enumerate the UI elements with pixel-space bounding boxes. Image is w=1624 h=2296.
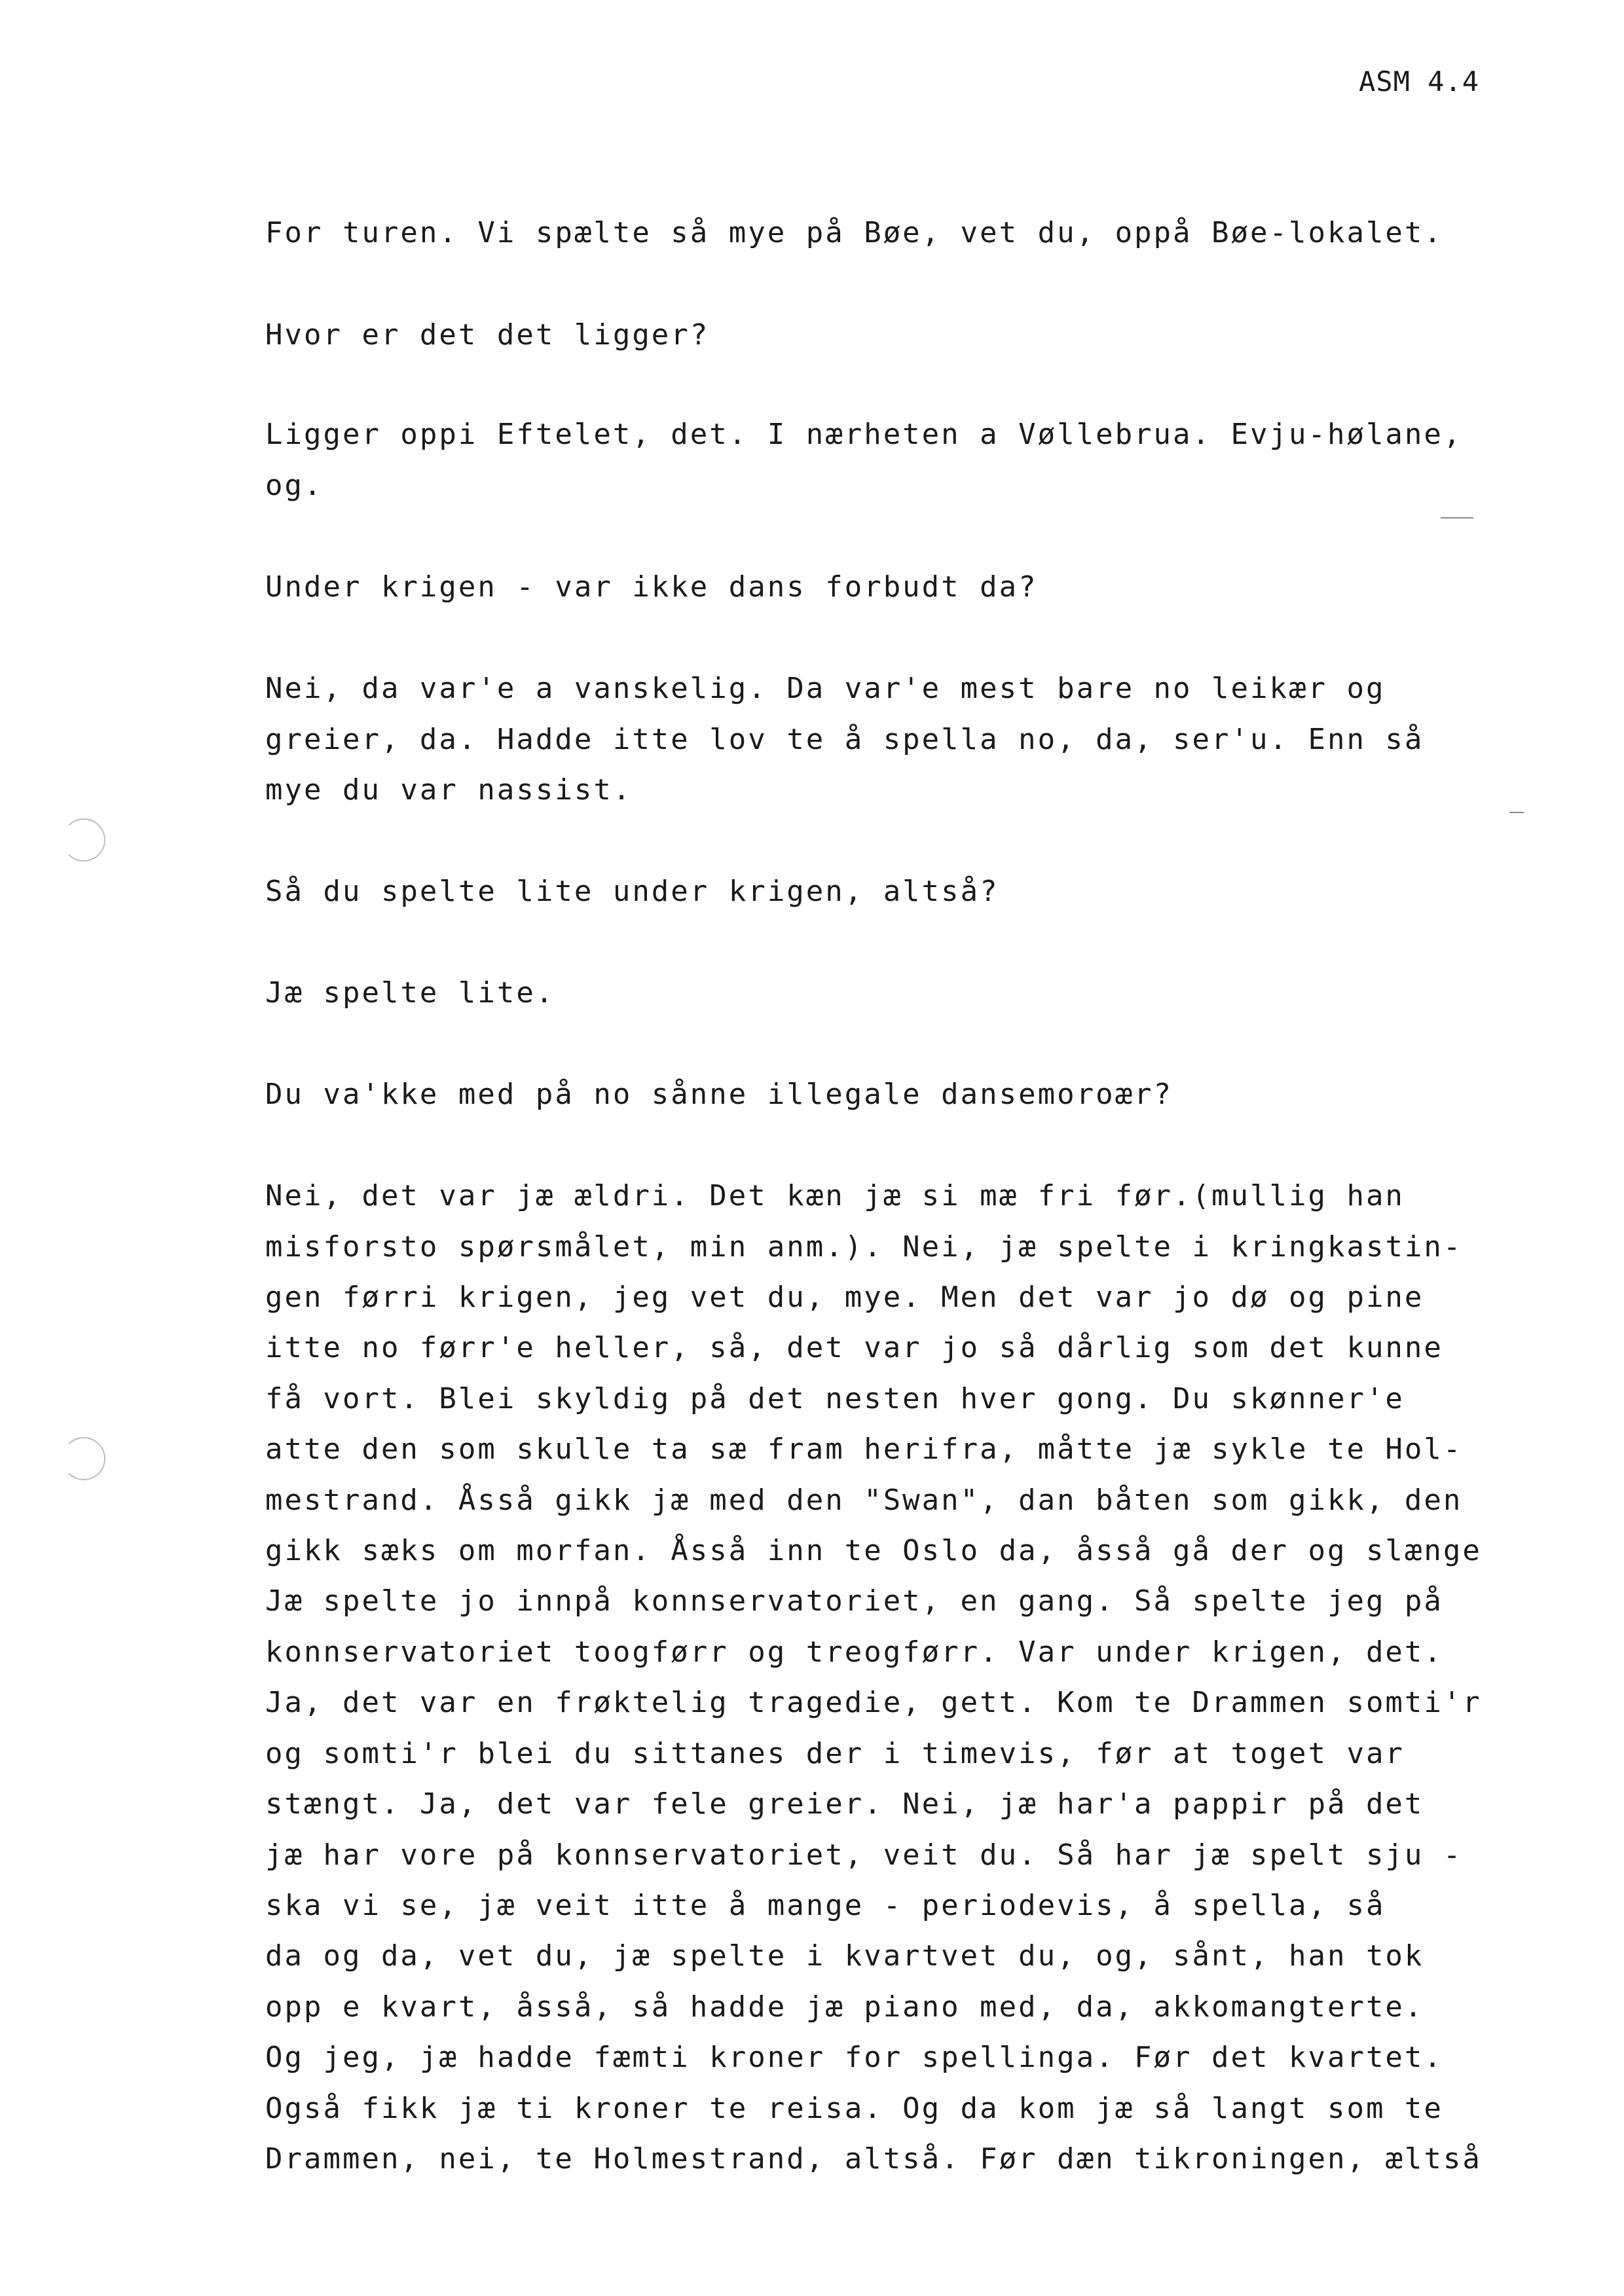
punch-hole-mark bbox=[62, 818, 105, 862]
text-line: konnservatoriet toogførr og treogførr. Var under krigen, det. bbox=[265, 1635, 1443, 1669]
text-line: itte no førr'e heller, så, det var jo så dårlig som det kunne bbox=[265, 1331, 1443, 1364]
text-line: og somti'r blei du sittanes der i timevis, før at toget var bbox=[265, 1737, 1405, 1770]
text-line: atte den som skulle ta sæ fram herifra, måtte jæ sykle te Hol- bbox=[265, 1432, 1463, 1466]
text-line: stængt. Ja, det var fele greier. Nei, jæ har'a pappir på det bbox=[265, 1787, 1424, 1821]
text-line: og. bbox=[265, 469, 323, 502]
text-line: mestrand. Åsså gikk jæ med den "Swan", dan båten som gikk, den bbox=[265, 1484, 1463, 1517]
text-line: gikk sæks om morfan. Åsså inn te Oslo da, åsså gå der og slænge bbox=[265, 1534, 1482, 1567]
text-line: Ja, det var en frøktelig tragedie, gett. Kom te Drammen somti'r bbox=[265, 1686, 1482, 1719]
text-line: Jæ spelte jo innpå konnservatoriet, en gang. Så spelte jeg på bbox=[265, 1584, 1443, 1618]
text-line: Også fikk jæ ti kroner te reisa. Og da kom jæ så langt som te bbox=[265, 2092, 1443, 2125]
text-line: Så du spelte lite under krigen, altså? bbox=[265, 875, 999, 908]
text-line: greier, da. Hadde itte lov te å spella no, da, ser'u. Enn så bbox=[265, 723, 1424, 756]
punch-hole-mark bbox=[62, 1437, 105, 1480]
text-line: gen førri krigen, jeg vet du, mye. Men det var jo dø og pine bbox=[265, 1281, 1424, 1314]
stray-mark bbox=[1509, 812, 1524, 813]
text-line: få vort. Blei skyldig på det nesten hver gong. Du skønner'e bbox=[265, 1382, 1405, 1415]
text-line: Ligger oppi Eftelet, det. I nærheten a Vøllebrua. Evju-hølane, bbox=[265, 418, 1463, 451]
text-line: jæ har vore på konnservatoriet, veit du. Så har jæ spelt sju - bbox=[265, 1838, 1463, 1872]
stray-mark bbox=[1441, 517, 1473, 519]
text-line: Jæ spelte lite. bbox=[265, 976, 555, 1010]
text-line: Under krigen - var ikke dans forbudt da? bbox=[265, 570, 1038, 604]
document-code: ASM 4.4 bbox=[1359, 65, 1480, 98]
text-line: da og da, vet du, jæ spelte i kvartvet du, og, sånt, han tok bbox=[265, 1939, 1424, 1973]
text-line: ska vi se, jæ veit itte å mange - periodevis, å spella, så bbox=[265, 1889, 1386, 1922]
text-line: Hvor er det det ligger? bbox=[265, 318, 710, 352]
text-line: opp e kvart, åsså, så hadde jæ piano med, da, akkomangterte. bbox=[265, 1990, 1424, 2024]
text-line: misforsto spørsmålet, min anm.). Nei, jæ spelte i kringkastin- bbox=[265, 1230, 1463, 1264]
text-line: Nei, da var'e a vanskelig. Da var'e mest bare no leikær og bbox=[265, 672, 1386, 705]
text-line: Og jeg, jæ hadde fæmti kroner for spellinga. Før det kvartet. bbox=[265, 2041, 1443, 2074]
text-line: For turen. Vi spælte så mye på Bøe, vet du, oppå Bøe-lokalet. bbox=[265, 216, 1443, 249]
text-line: Drammen, nei, te Holmestrand, altså. Før dæn tikroningen, æltså bbox=[265, 2142, 1482, 2176]
text-line: Nei, det var jæ ældri. Det kæn jæ si mæ fri før.(mullig han bbox=[265, 1179, 1405, 1212]
text-line: Du va'kke med på no sånne illegale dansemoroær? bbox=[265, 1078, 1173, 1111]
text-line: mye du var nassist. bbox=[265, 773, 633, 807]
